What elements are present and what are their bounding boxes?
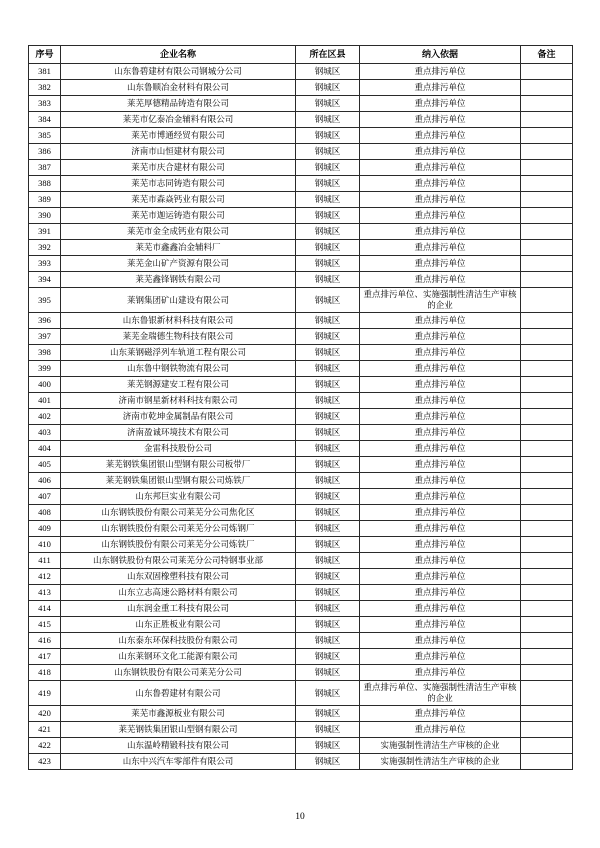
name-cell: 莱芜市金全成钙业有限公司 (61, 224, 296, 240)
district-cell: 钢城区 (296, 208, 360, 224)
name-cell: 莱芜厚德精品铸造有限公司 (61, 96, 296, 112)
name-cell: 济南盈诚环境技术有限公司 (61, 425, 296, 441)
remark-cell (521, 192, 573, 208)
district-cell: 钢城区 (296, 425, 360, 441)
table-row (29, 192, 573, 208)
basis-cell: 重点排污单位、实施强制性清洁生产审核的企业 (360, 681, 521, 706)
seq-cell: 396 (29, 313, 61, 329)
header-basis: 纳入依据 (360, 46, 521, 64)
basis-cell: 重点排污单位 (360, 473, 521, 489)
basis-cell: 重点排污单位 (360, 176, 521, 192)
table-row (29, 738, 573, 754)
enterprise-table (28, 45, 573, 770)
table-row (29, 288, 573, 313)
district-cell: 钢城区 (296, 706, 360, 722)
seq-cell: 401 (29, 393, 61, 409)
district-cell: 钢城区 (296, 681, 360, 706)
seq-cell: 393 (29, 256, 61, 272)
seq-cell: 391 (29, 224, 61, 240)
header-name: 企业名称 (61, 46, 296, 64)
name-cell: 莱芜市庆合建材有限公司 (61, 160, 296, 176)
table-row (29, 585, 573, 601)
seq-cell: 410 (29, 537, 61, 553)
name-cell: 莱芜市亿泰冶金辅料有限公司 (61, 112, 296, 128)
table-row (29, 553, 573, 569)
remark-cell (521, 473, 573, 489)
name-cell: 山东鲁银新材料科技有限公司 (61, 313, 296, 329)
name-cell: 山东钢铁股份有限公司莱芜分公司炼铁厂 (61, 537, 296, 553)
table-row (29, 754, 573, 770)
seq-cell: 392 (29, 240, 61, 256)
basis-cell: 重点排污单位 (360, 345, 521, 361)
seq-cell: 388 (29, 176, 61, 192)
basis-cell: 重点排污单位 (360, 553, 521, 569)
basis-cell: 重点排污单位 (360, 425, 521, 441)
table-row (29, 489, 573, 505)
remark-cell (521, 601, 573, 617)
table-row (29, 665, 573, 681)
basis-cell: 重点排污单位 (360, 377, 521, 393)
seq-cell: 398 (29, 345, 61, 361)
seq-cell: 419 (29, 681, 61, 706)
table-row (29, 329, 573, 345)
district-cell: 钢城区 (296, 377, 360, 393)
name-cell: 莱芜市鑫鑫冶金辅料厂 (61, 240, 296, 256)
basis-cell: 重点排污单位 (360, 329, 521, 345)
basis-cell: 重点排污单位 (360, 706, 521, 722)
basis-cell: 重点排污单位 (360, 80, 521, 96)
table-row (29, 569, 573, 585)
seq-cell: 382 (29, 80, 61, 96)
district-cell: 钢城区 (296, 409, 360, 425)
header-seq: 序号 (29, 46, 61, 64)
table-row (29, 256, 573, 272)
seq-cell: 397 (29, 329, 61, 345)
remark-cell (521, 738, 573, 754)
basis-cell: 重点排污单位 (360, 160, 521, 176)
name-cell: 山东邦巨实业有限公司 (61, 489, 296, 505)
basis-cell: 重点排污单位 (360, 489, 521, 505)
seq-cell: 395 (29, 288, 61, 313)
name-cell: 莱芜市森焱钙业有限公司 (61, 192, 296, 208)
district-cell: 钢城区 (296, 569, 360, 585)
header-row (29, 46, 573, 64)
name-cell: 莱芜钢铁集团银山型钢有限公司炼铁厂 (61, 473, 296, 489)
seq-cell: 407 (29, 489, 61, 505)
table-row (29, 160, 573, 176)
name-cell: 山东润金重工科技有限公司 (61, 601, 296, 617)
seq-cell: 412 (29, 569, 61, 585)
name-cell: 莱芜市志同铸造有限公司 (61, 176, 296, 192)
remark-cell (521, 617, 573, 633)
table-row (29, 473, 573, 489)
district-cell: 钢城区 (296, 313, 360, 329)
table-row (29, 441, 573, 457)
basis-cell: 重点排污单位 (360, 569, 521, 585)
seq-cell: 417 (29, 649, 61, 665)
remark-cell (521, 160, 573, 176)
basis-cell: 实施强制性清洁生产审核的企业 (360, 754, 521, 770)
name-cell: 莱芜市迦运铸造有限公司 (61, 208, 296, 224)
name-cell: 山东钢铁股份有限公司莱芜分公司炼钢厂 (61, 521, 296, 537)
district-cell: 钢城区 (296, 521, 360, 537)
district-cell: 钢城区 (296, 441, 360, 457)
basis-cell: 重点排污单位 (360, 96, 521, 112)
basis-cell: 重点排污单位 (360, 633, 521, 649)
district-cell: 钢城区 (296, 64, 360, 80)
district-cell: 钢城区 (296, 489, 360, 505)
district-cell: 钢城区 (296, 240, 360, 256)
name-cell: 山东双固橡塑科技有限公司 (61, 569, 296, 585)
name-cell: 莱芜金山矿产资源有限公司 (61, 256, 296, 272)
remark-cell (521, 393, 573, 409)
name-cell: 山东鲁顺冶金材料有限公司 (61, 80, 296, 96)
remark-cell (521, 585, 573, 601)
basis-cell: 重点排污单位 (360, 128, 521, 144)
name-cell: 山东莱钢磁浮列车轨道工程有限公司 (61, 345, 296, 361)
seq-cell: 405 (29, 457, 61, 473)
table-row (29, 425, 573, 441)
remark-cell (521, 425, 573, 441)
basis-cell: 实施强制性清洁生产审核的企业 (360, 738, 521, 754)
basis-cell: 重点排污单位 (360, 649, 521, 665)
seq-cell: 383 (29, 96, 61, 112)
table-row (29, 722, 573, 738)
seq-cell: 413 (29, 585, 61, 601)
seq-cell: 406 (29, 473, 61, 489)
table-row (29, 272, 573, 288)
name-cell: 山东立志高速公路材料有限公司 (61, 585, 296, 601)
district-cell: 钢城区 (296, 738, 360, 754)
table-row (29, 80, 573, 96)
basis-cell: 重点排污单位 (360, 585, 521, 601)
name-cell: 济南市钢星新材料科技有限公司 (61, 393, 296, 409)
basis-cell: 重点排污单位 (360, 313, 521, 329)
table-row (29, 393, 573, 409)
table-row (29, 617, 573, 633)
remark-cell (521, 457, 573, 473)
table-body (29, 64, 573, 770)
district-cell: 钢城区 (296, 457, 360, 473)
district-cell: 钢城区 (296, 112, 360, 128)
basis-cell: 重点排污单位 (360, 272, 521, 288)
district-cell: 钢城区 (296, 160, 360, 176)
district-cell: 钢城区 (296, 649, 360, 665)
name-cell: 山东泰东环保科技股份有限公司 (61, 633, 296, 649)
seq-cell: 414 (29, 601, 61, 617)
table-row (29, 176, 573, 192)
basis-cell: 重点排污单位 (360, 521, 521, 537)
remark-cell (521, 649, 573, 665)
seq-cell: 394 (29, 272, 61, 288)
name-cell: 莱钢集团矿山建设有限公司 (61, 288, 296, 313)
seq-cell: 411 (29, 553, 61, 569)
name-cell: 莱芜鑫锋钢铁有限公司 (61, 272, 296, 288)
district-cell: 钢城区 (296, 633, 360, 649)
name-cell: 山东温岭精锻科技有限公司 (61, 738, 296, 754)
district-cell: 钢城区 (296, 473, 360, 489)
table-header (29, 46, 573, 64)
seq-cell: 381 (29, 64, 61, 80)
remark-cell (521, 665, 573, 681)
seq-cell: 403 (29, 425, 61, 441)
seq-cell: 386 (29, 144, 61, 160)
district-cell: 钢城区 (296, 553, 360, 569)
table-row (29, 224, 573, 240)
remark-cell (521, 569, 573, 585)
remark-cell (521, 521, 573, 537)
table-row (29, 521, 573, 537)
remark-cell (521, 377, 573, 393)
remark-cell (521, 313, 573, 329)
table-row (29, 240, 573, 256)
seq-cell: 416 (29, 633, 61, 649)
basis-cell: 重点排污单位 (360, 537, 521, 553)
basis-cell: 重点排污单位 (360, 441, 521, 457)
district-cell: 钢城区 (296, 361, 360, 377)
remark-cell (521, 633, 573, 649)
district-cell: 钢城区 (296, 505, 360, 521)
district-cell: 钢城区 (296, 617, 360, 633)
header-remark: 备注 (521, 46, 573, 64)
basis-cell: 重点排污单位 (360, 64, 521, 80)
name-cell: 莱芜市博通经贸有限公司 (61, 128, 296, 144)
remark-cell (521, 754, 573, 770)
remark-cell (521, 681, 573, 706)
name-cell: 山东钢铁股份有限公司莱芜分公司 (61, 665, 296, 681)
remark-cell (521, 441, 573, 457)
district-cell: 钢城区 (296, 176, 360, 192)
district-cell: 钢城区 (296, 754, 360, 770)
basis-cell: 重点排污单位 (360, 617, 521, 633)
district-cell: 钢城区 (296, 537, 360, 553)
page-number: 10 (295, 812, 305, 822)
table-row (29, 601, 573, 617)
remark-cell (521, 361, 573, 377)
district-cell: 钢城区 (296, 256, 360, 272)
remark-cell (521, 128, 573, 144)
remark-cell (521, 80, 573, 96)
name-cell: 山东鲁碧建材有限公司 (61, 681, 296, 706)
district-cell: 钢城区 (296, 192, 360, 208)
table-row (29, 361, 573, 377)
district-cell: 钢城区 (296, 345, 360, 361)
name-cell: 济南市山恒建材有限公司 (61, 144, 296, 160)
table-row (29, 537, 573, 553)
seq-cell: 387 (29, 160, 61, 176)
remark-cell (521, 329, 573, 345)
table-row (29, 681, 573, 706)
seq-cell: 384 (29, 112, 61, 128)
remark-cell (521, 706, 573, 722)
basis-cell: 重点排污单位 (360, 601, 521, 617)
name-cell: 金雷科技股份公司 (61, 441, 296, 457)
remark-cell (521, 256, 573, 272)
basis-cell: 重点排污单位 (360, 505, 521, 521)
seq-cell: 415 (29, 617, 61, 633)
name-cell: 济南市乾坤金属制品有限公司 (61, 409, 296, 425)
basis-cell: 重点排污单位 (360, 112, 521, 128)
seq-cell: 399 (29, 361, 61, 377)
remark-cell (521, 208, 573, 224)
district-cell: 钢城区 (296, 272, 360, 288)
remark-cell (521, 240, 573, 256)
remark-cell (521, 489, 573, 505)
district-cell: 钢城区 (296, 665, 360, 681)
name-cell: 莱芜市鑫源板业有限公司 (61, 706, 296, 722)
basis-cell: 重点排污单位 (360, 722, 521, 738)
name-cell: 莱芜钢铁集团银山型钢有限公司板带厂 (61, 457, 296, 473)
basis-cell: 重点排污单位 (360, 224, 521, 240)
remark-cell (521, 64, 573, 80)
remark-cell (521, 288, 573, 313)
seq-cell: 390 (29, 208, 61, 224)
basis-cell: 重点排污单位 (360, 409, 521, 425)
name-cell: 山东鲁碧建材有限公司钢城分公司 (61, 64, 296, 80)
name-cell: 山东正胜板业有限公司 (61, 617, 296, 633)
remark-cell (521, 224, 573, 240)
table-row (29, 96, 573, 112)
district-cell: 钢城区 (296, 288, 360, 313)
table-row (29, 457, 573, 473)
remark-cell (521, 553, 573, 569)
seq-cell: 404 (29, 441, 61, 457)
name-cell: 莱芜金瑞德生物科技有限公司 (61, 329, 296, 345)
seq-cell: 400 (29, 377, 61, 393)
basis-cell: 重点排污单位 (360, 192, 521, 208)
table-row (29, 128, 573, 144)
table-row (29, 144, 573, 160)
seq-cell: 423 (29, 754, 61, 770)
district-cell: 钢城区 (296, 585, 360, 601)
district-cell: 钢城区 (296, 224, 360, 240)
basis-cell: 重点排污单位 (360, 361, 521, 377)
seq-cell: 421 (29, 722, 61, 738)
table-row (29, 409, 573, 425)
seq-cell: 389 (29, 192, 61, 208)
district-cell: 钢城区 (296, 128, 360, 144)
seq-cell: 385 (29, 128, 61, 144)
basis-cell: 重点排污单位 (360, 144, 521, 160)
district-cell: 钢城区 (296, 96, 360, 112)
basis-cell: 重点排污单位 (360, 393, 521, 409)
name-cell: 山东钢铁股份有限公司莱芜分公司焦化区 (61, 505, 296, 521)
header-district: 所在区县 (296, 46, 360, 64)
district-cell: 钢城区 (296, 601, 360, 617)
table-row (29, 313, 573, 329)
basis-cell: 重点排污单位 (360, 256, 521, 272)
seq-cell: 418 (29, 665, 61, 681)
remark-cell (521, 144, 573, 160)
seq-cell: 402 (29, 409, 61, 425)
remark-cell (521, 176, 573, 192)
district-cell: 钢城区 (296, 393, 360, 409)
basis-cell: 重点排污单位 (360, 665, 521, 681)
seq-cell: 408 (29, 505, 61, 521)
seq-cell: 420 (29, 706, 61, 722)
table-row (29, 345, 573, 361)
remark-cell (521, 96, 573, 112)
seq-cell: 409 (29, 521, 61, 537)
basis-cell: 重点排污单位 (360, 240, 521, 256)
remark-cell (521, 272, 573, 288)
seq-cell: 422 (29, 738, 61, 754)
remark-cell (521, 409, 573, 425)
table-row (29, 64, 573, 80)
name-cell: 莱芜钢铁集团银山型钢有限公司 (61, 722, 296, 738)
name-cell: 山东钢铁股份有限公司莱芜分公司特钢事业部 (61, 553, 296, 569)
table-row (29, 706, 573, 722)
district-cell: 钢城区 (296, 80, 360, 96)
district-cell: 钢城区 (296, 722, 360, 738)
table-row (29, 377, 573, 393)
remark-cell (521, 537, 573, 553)
district-cell: 钢城区 (296, 144, 360, 160)
name-cell: 莱芜钢源建安工程有限公司 (61, 377, 296, 393)
table-row (29, 505, 573, 521)
table-row (29, 633, 573, 649)
basis-cell: 重点排污单位 (360, 457, 521, 473)
basis-cell: 重点排污单位、实施强制性清洁生产审核的企业 (360, 288, 521, 313)
table-row (29, 208, 573, 224)
table-row (29, 649, 573, 665)
basis-cell: 重点排污单位 (360, 208, 521, 224)
name-cell: 山东中兴汽车零部件有限公司 (61, 754, 296, 770)
table-row (29, 112, 573, 128)
name-cell: 山东莱钢环文化工能源有限公司 (61, 649, 296, 665)
remark-cell (521, 345, 573, 361)
district-cell: 钢城区 (296, 329, 360, 345)
remark-cell (521, 112, 573, 128)
remark-cell (521, 722, 573, 738)
name-cell: 山东鲁中钢铁物流有限公司 (61, 361, 296, 377)
remark-cell (521, 505, 573, 521)
